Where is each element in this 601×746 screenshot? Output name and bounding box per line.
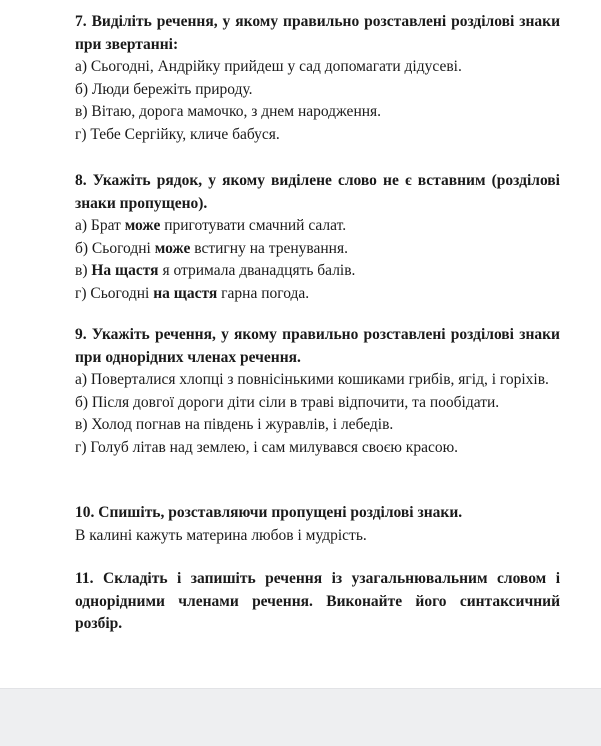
question-7-option-d: г) Тебе Сергійку, кличе бабуся. [75, 125, 280, 143]
question-9-title: 9. Укажіть речення, у якому правильно розставлені розділові знаки при однорідних членах речення. [75, 326, 560, 366]
option-text: я отримала дванадцять балів. [158, 262, 356, 279]
question-7-title: 7. Виділіть речення, у якому правильно розставлені розділові знаки при звертанні: [75, 13, 560, 53]
highlighted-word: На щастя [91, 262, 159, 279]
question-11-title: 11. Складіть і запишіть речення із узагальнювальним словом і однорідними членами речення. Виконайте його синтаксичний розбір. [75, 570, 560, 632]
question-11 [75, 568, 560, 636]
viewer-background [0, 688, 601, 746]
question-9-option-c: в) Холод погнав на південь і журавлів, і лебедів. [75, 416, 394, 433]
question-10 [75, 502, 560, 547]
question-9-option-d: г) Голуб літав над землею, і сам милувався своєю красою. [75, 438, 459, 456]
question-7-option-c: в) Вітаю, дорога мамочко, з днем народження. [75, 103, 382, 120]
question-9-option-a: а) Поверталися хлопці з повнісінькими кошиками грибів, ягід, і горіхів. [75, 371, 549, 388]
question-10-title: 10. Спишіть, розставляючи пропущені розділові знаки. [75, 504, 463, 521]
option-text: встигну на тренування. [190, 239, 348, 257]
question-8-option-d [75, 283, 560, 306]
option-text: г) Сьогодні [75, 284, 154, 302]
highlighted-word: на щастя [153, 284, 218, 302]
option-text: а) Брат [75, 217, 125, 234]
question-8-title: 8. Укажіть рядок, у якому виділене слово не є вставним (розділові знаки пропущено). [75, 172, 560, 212]
question-7-option-b: б) Люди бережіть природу. [75, 80, 253, 98]
highlighted-word: може [124, 217, 161, 234]
question-8-option-a [75, 215, 560, 238]
option-text: приготувати смачний салат. [160, 217, 347, 234]
question-8-option-b [75, 238, 560, 261]
question-10-text: В калині кажуть материна любов і мудрість. [75, 526, 367, 544]
question-9-option-b: б) Після довгої дороги діти сіли в траві відпочити, та пообідати. [75, 393, 500, 411]
question-8 [75, 170, 560, 305]
question-7 [75, 11, 560, 146]
option-text: гарна погода. [217, 284, 310, 302]
option-text: б) Сьогодні [75, 239, 155, 257]
question-8-option-c [75, 260, 560, 283]
option-text: в) [75, 262, 92, 279]
question-7-option-a: а) Сьогодні, Андрійку прийдеш у сад допомагати дідусеві. [75, 58, 462, 75]
question-9 [75, 324, 560, 459]
highlighted-word: може [154, 239, 191, 257]
